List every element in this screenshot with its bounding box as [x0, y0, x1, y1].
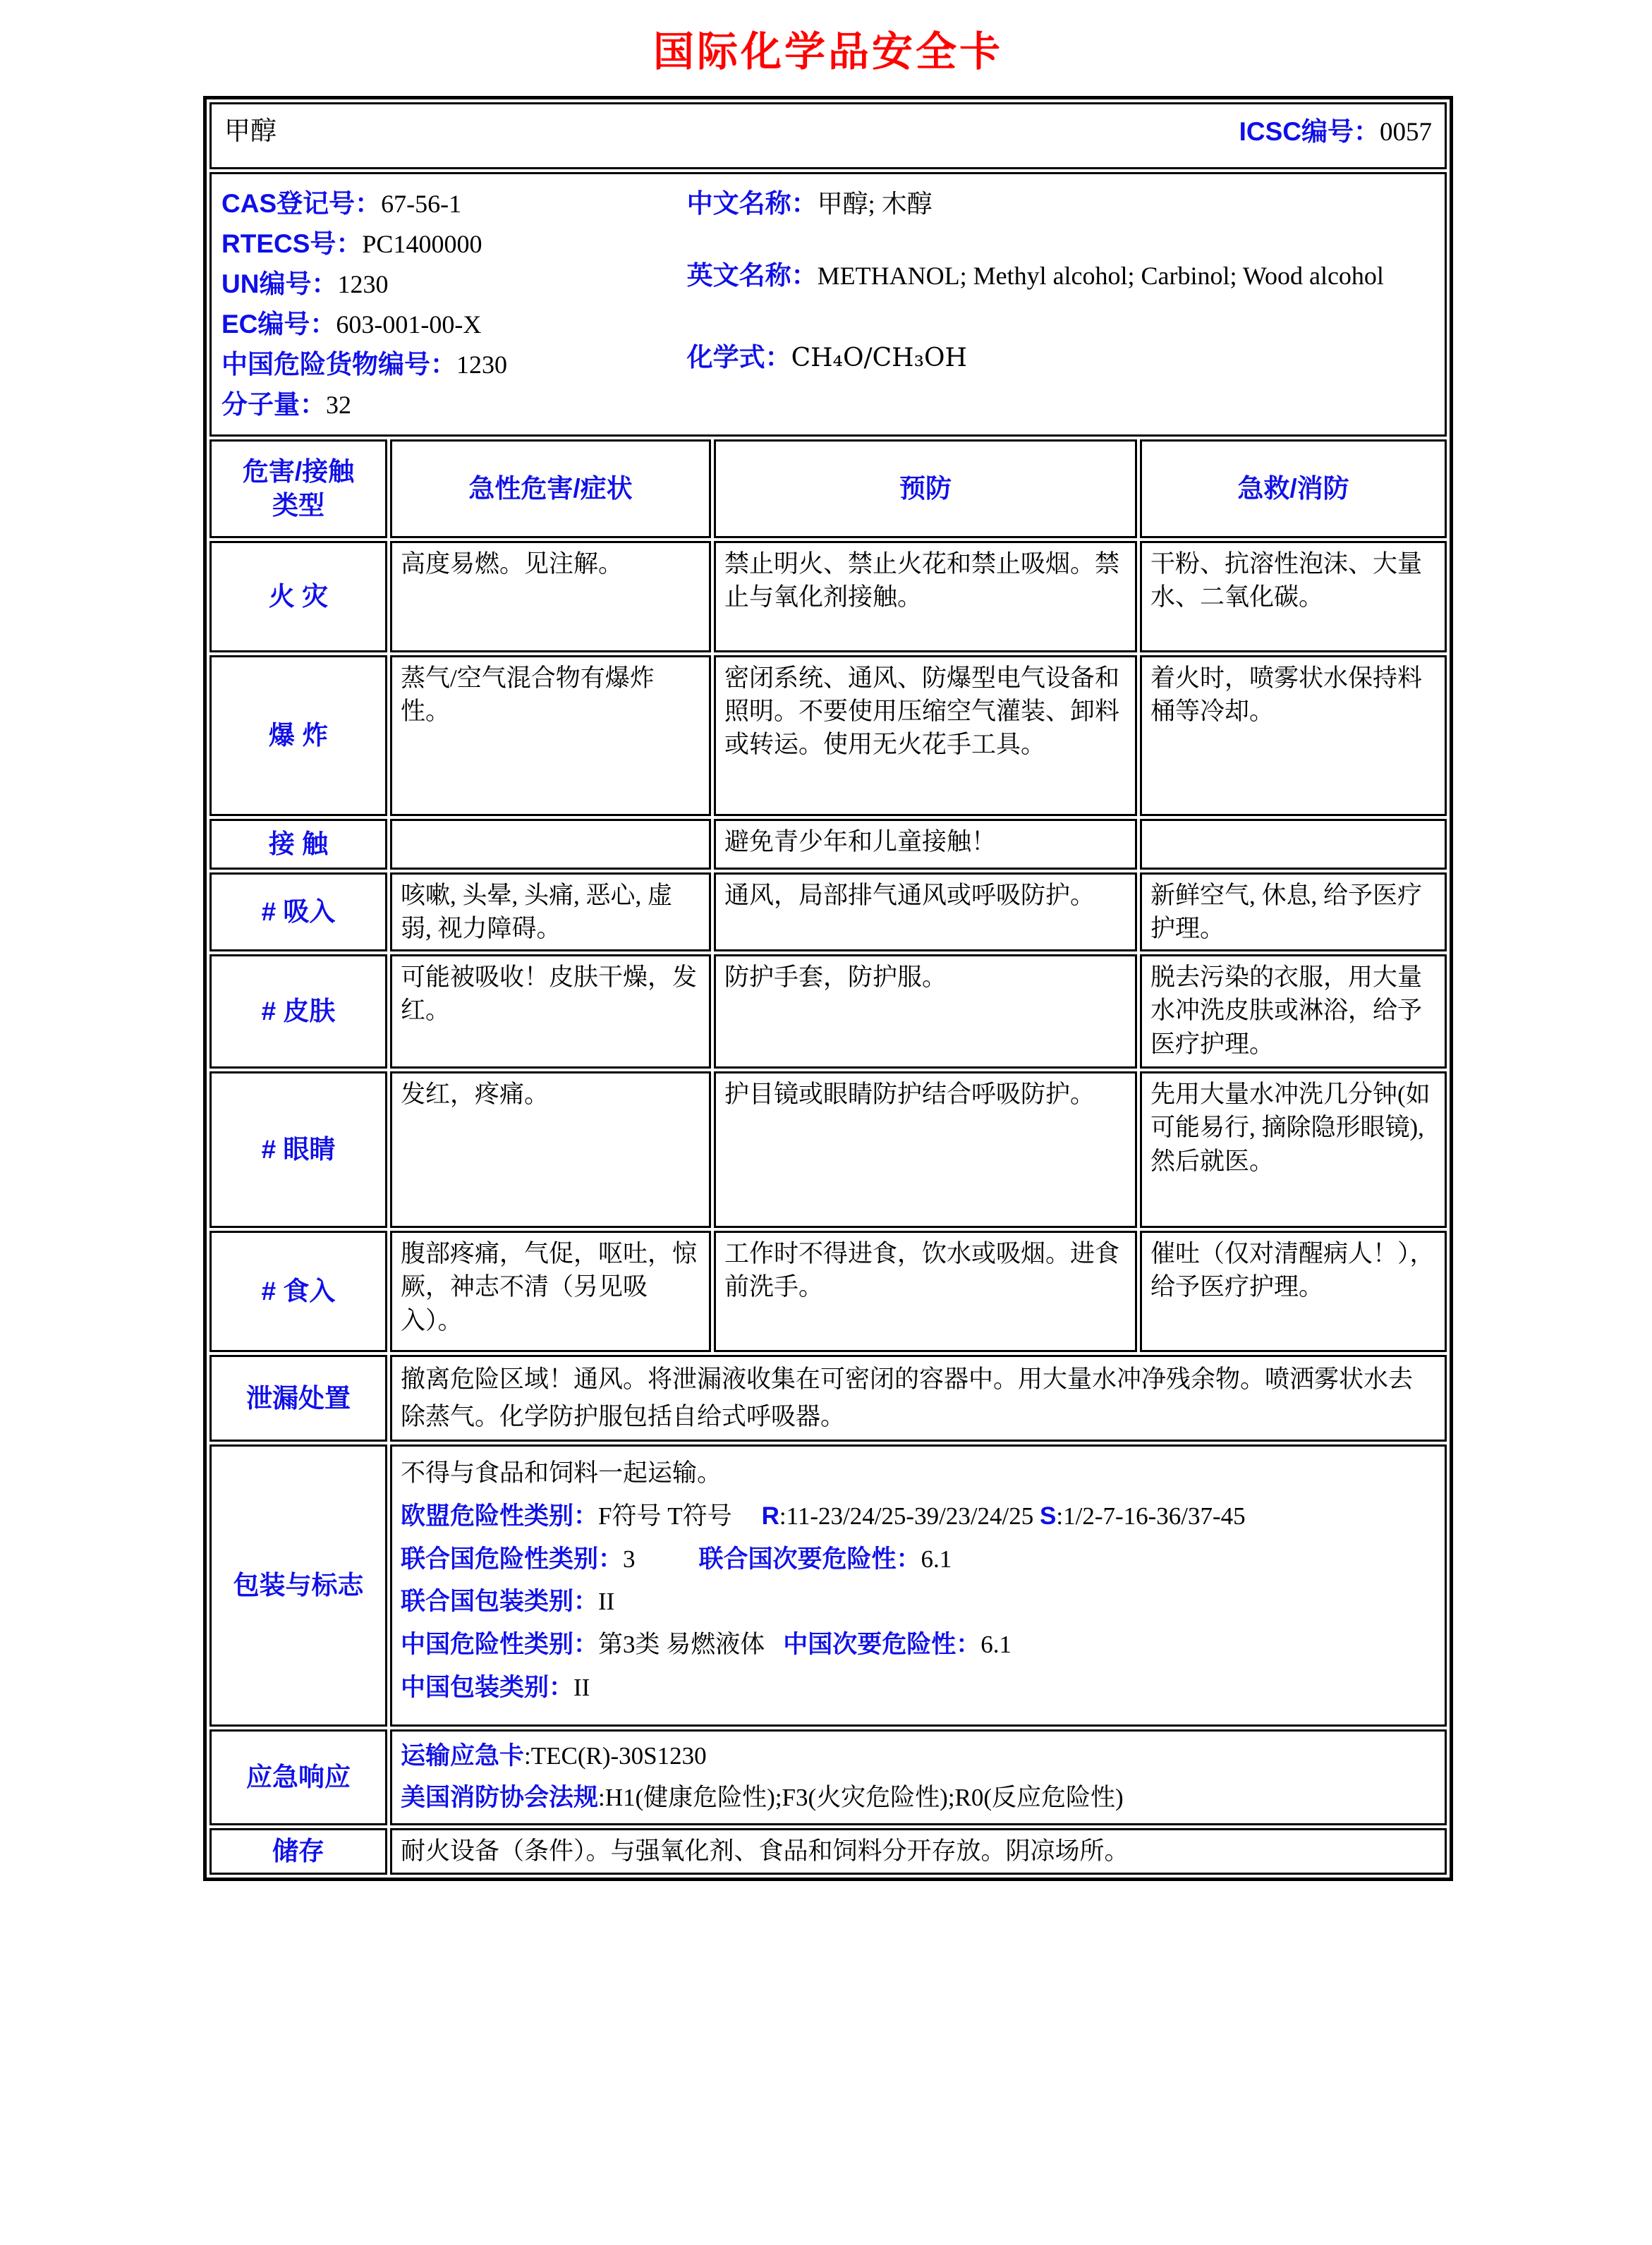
china-dg-number-row: 中国危险货物编号：1230: [221, 349, 507, 379]
eyes-symptoms-cell: 发红，疼痛。: [390, 1071, 711, 1228]
emergency-response-content: [390, 1729, 1447, 1825]
rtecs-number-row: RTECS号：PC1400000: [221, 229, 482, 258]
skin-prevention-cell: 防护手套，防护服。: [714, 954, 1137, 1069]
packaging-labelling-row: [209, 1444, 1447, 1727]
identifiers-row: [209, 172, 1447, 437]
cas-number-row: CAS登记号：67-56-1: [221, 189, 462, 218]
exposure-symptoms-cell: [390, 819, 711, 870]
hazard-type-skin: # 皮肤: [209, 954, 387, 1069]
explosion-firstaid-cell: 着火时，喷雾状水保持料桶等冷却。: [1140, 655, 1447, 816]
safety-card-table: [203, 96, 1453, 1881]
hazard-row-skin: [209, 954, 1447, 1069]
icsc-number: 0057: [1380, 118, 1433, 147]
skin-symptoms-cell: 可能被吸收！皮肤干燥，发红。: [390, 954, 711, 1069]
hazard-type-eyes: # 眼睛: [209, 1071, 387, 1228]
storage-text: 耐火设备（条件）。与强氧化剂、食品和饲料分开存放。阴凉场所。: [390, 1828, 1447, 1875]
spill-disposal-row: [209, 1355, 1447, 1442]
storage-row: [209, 1828, 1447, 1875]
hazard-type-explosion: 爆 炸: [209, 655, 387, 816]
ingestion-prevention-cell: 工作时不得进食，饮水或吸烟。进食前洗手。: [714, 1231, 1137, 1352]
chemical-formula-row: 化学式：CH₄O/CH₃OH: [686, 342, 967, 372]
inhalation-prevention-cell: 通风，局部排气通风或呼吸防护。: [714, 872, 1137, 952]
emergency-response-row: [209, 1729, 1447, 1825]
hazard-type-exposure: 接 触: [209, 819, 387, 870]
ec-number-row: EC编号：603-001-00-X: [221, 309, 482, 339]
identifiers-cell: [209, 172, 1447, 437]
eyes-prevention-cell: 护目镜或眼睛防护结合呼吸防护。: [714, 1071, 1137, 1228]
un-number-row: UN编号：1230: [221, 269, 389, 298]
icsc-label: ICSC编号：: [1239, 117, 1380, 146]
hazard-type-fire: 火 灾: [209, 541, 387, 652]
eyes-firstaid-cell: 先用大量水冲洗几分钟(如可能易行, 摘除隐形眼镜), 然后就医。: [1140, 1071, 1447, 1228]
chinese-name-row: 中文名称：甲醇; 木醇: [686, 189, 933, 218]
inhalation-symptoms-cell: 咳嗽, 头晕, 头痛, 恶心, 虚弱, 视力障碍。: [390, 872, 711, 952]
transport-emergency-card-line: 运输应急卡:TEC(R)-30S1230: [401, 1742, 707, 1770]
molecular-weight-row: 分子量：32: [221, 389, 351, 419]
transport-restriction-line: 不得与食品和饲料一起运输。: [401, 1459, 722, 1487]
un-packing-group-line: 联合国包装类别：II: [401, 1588, 615, 1616]
icsc-number-group: [1239, 114, 1432, 150]
fire-symptoms-cell: 高度易燃。见注解。: [390, 541, 711, 652]
storage-label: 储存: [209, 1828, 387, 1875]
emergency-response-label: 应急响应: [209, 1729, 387, 1825]
packaging-labelling-content: [390, 1444, 1447, 1727]
hazard-header-type: 危害/接触 类型: [209, 439, 387, 538]
eu-classification-line: 欧盟危险性类别：F符号 T符号 R:11-23/24/25-39/23/24/25 S:1/2-7-16-36/37-45: [401, 1502, 1246, 1530]
card-header-row: [209, 102, 1447, 169]
explosion-prevention-cell: 密闭系统、通风、防爆型电气设备和照明。不要使用压缩空气灌装、卸料或转运。使用无火花手工具。: [714, 655, 1137, 816]
hazard-row-ingestion: [209, 1231, 1447, 1352]
explosion-symptoms-cell: 蒸气/空气混合物有爆炸性。: [390, 655, 711, 816]
hazard-row-explosion: [209, 655, 1447, 816]
hazard-header-firstaid: 急救/消防: [1140, 439, 1447, 538]
fire-prevention-cell: 禁止明火、禁止火花和禁止吸烟。禁止与氧化剂接触。: [714, 541, 1137, 652]
hazard-row-exposure: [209, 819, 1447, 870]
substance-name: 甲醇: [224, 117, 277, 146]
un-classification-line: 联合国危险性类别：3 联合国次要危险性：6.1: [401, 1545, 952, 1573]
hazard-type-ingestion: # 食入: [209, 1231, 387, 1352]
english-name-row: 英文名称：METHANOL; Methyl alcohol; Carbinol; Wood alcohol: [686, 260, 1384, 290]
inhalation-firstaid-cell: 新鲜空气, 休息, 给予医疗护理。: [1140, 872, 1447, 952]
hazard-row-inhalation: [209, 872, 1447, 952]
hazard-row-eyes: [209, 1071, 1447, 1228]
spill-disposal-label: 泄漏处置: [209, 1355, 387, 1442]
exposure-prevention-cell: 避免青少年和儿童接触！: [714, 819, 1137, 870]
skin-firstaid-cell: 脱去污染的衣服，用大量水冲洗皮肤或淋浴，给予医疗护理。: [1140, 954, 1447, 1069]
nfpa-code-line: 美国消防协会法规:H1(健康危险性);F3(火灾危险性);R0(反应危险性): [401, 1783, 1124, 1811]
ingestion-firstaid-cell: 催吐（仅对清醒病人！），给予医疗护理。: [1140, 1231, 1447, 1352]
hazard-header-row: [209, 439, 1447, 538]
exposure-firstaid-cell: [1140, 819, 1447, 870]
hazard-type-inhalation: # 吸入: [209, 872, 387, 952]
hazard-header-symptoms: 急性危害/症状: [390, 439, 711, 538]
identifiers-right-column: [683, 181, 1435, 427]
china-packing-group-line: 中国包装类别：II: [401, 1673, 590, 1701]
identifiers-left-column: [221, 181, 683, 427]
ingestion-symptoms-cell: 腹部疼痛，气促，呕吐，惊厥，神志不清（另见吸入）。: [390, 1231, 711, 1352]
fire-firstaid-cell: 干粉、抗溶性泡沫、大量水、二氧化碳。: [1140, 541, 1447, 652]
packaging-labelling-label: 包装与标志: [209, 1444, 387, 1727]
hazard-header-prevention: 预防: [714, 439, 1137, 538]
hazard-row-fire: [209, 541, 1447, 652]
spill-disposal-text: 撤离危险区域！通风。将泄漏液收集在可密闭的容器中。用大量水冲净残余物。喷洒雾状水去除蒸气。化学防护服包括自给式呼吸器。: [390, 1355, 1447, 1442]
page-title: 国际化学品安全卡: [652, 29, 1003, 75]
card-header-cell: [209, 102, 1447, 169]
china-classification-line: 中国危险性类别：第3类 易燃液体 中国次要危险性：6.1: [401, 1630, 1012, 1658]
